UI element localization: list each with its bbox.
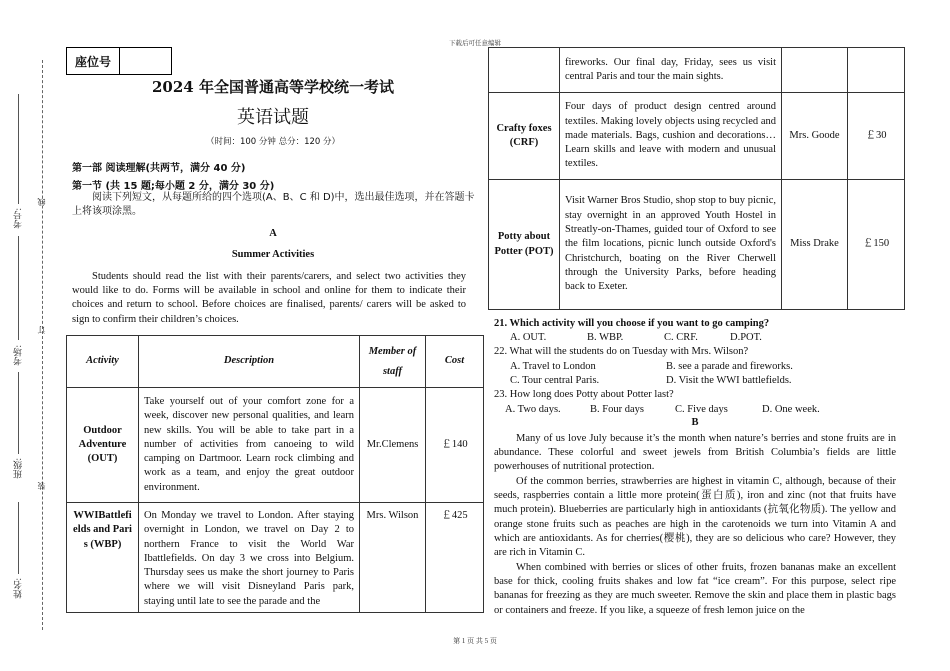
description-cell: Four days of product design centred around textiles. Making lovely objects using recycled and made materials. Bags, cushion and decorations… Learn skills and leave with modern and unusual textiles. xyxy=(560,93,782,180)
table-row xyxy=(67,388,484,503)
passage-b-letter: B xyxy=(691,417,699,428)
class-label: 班级: xyxy=(13,458,23,479)
time-note: （时间：100 分钟 总分：120 分） xyxy=(205,137,341,147)
q22-option-d: D. Visit the WWI battlefields. xyxy=(666,375,792,386)
header-activity: Activity xyxy=(67,336,139,388)
staff-cell: Mrs. Wilson xyxy=(360,503,426,613)
description-cell: Visit Warner Bros Studio, shop stop to buy picnic, stay overnight in an approved Youth Hostel in Streatly-on-Thames, guided tour of Oxford to see the film locations, picnic lunch outside Oxford's Christchurch, boating on the River Cherwell through the University Parks, before heading back to Exeter. xyxy=(560,180,782,310)
cost-cell: ￡30 xyxy=(848,93,905,180)
q23-option-d: D. One week. xyxy=(762,404,820,415)
table-header-row xyxy=(67,336,484,388)
binding-line xyxy=(42,60,43,630)
q21-option-a: A. OUT. xyxy=(510,332,547,343)
activity-cell: Outdoor Adventure (OUT) xyxy=(67,388,139,503)
description-cell: fireworks. Our final day, Friday, sees us visit central Paris and tour the main sights. xyxy=(560,48,782,93)
activity-cell: Potty about Potter (POT) xyxy=(489,180,560,310)
seat-number-box xyxy=(66,47,172,75)
q21-option-d: D.POT. xyxy=(730,332,762,343)
passage-a-letter: A xyxy=(269,228,277,239)
cost-cell xyxy=(848,48,905,93)
question-22: 22. What will the students do on Tuesday with Mrs. Wilson? xyxy=(494,346,749,357)
cost-cell: ￡150 xyxy=(848,180,905,310)
activity-cell: WWIBattlefields and Paris (WBP) xyxy=(67,503,139,613)
staff-cell: Mr.Clemens xyxy=(360,388,426,503)
exam-no-rule xyxy=(18,94,19,204)
exam-no-label: 考号: xyxy=(13,208,23,229)
activities-table xyxy=(66,335,484,613)
room-label: 考场: xyxy=(13,345,23,366)
staff-cell: Miss Drake xyxy=(782,180,848,310)
q22-option-b: B. see a parade and fireworks. xyxy=(666,361,793,372)
staff-cell xyxy=(782,48,848,93)
table-row xyxy=(489,93,905,180)
q21-option-b: B. WBP. xyxy=(587,332,624,343)
description-cell: On Monday we travel to London. After staying overnight in London, we travel on Day 2 to northern France to visit the World War Ibattlefields. On day 3 we cross into Belgium. Thursday sees us make the short journey to Paris where we will visit Disneyland Paris park, staying until late to see the parade and the xyxy=(139,503,360,613)
name-rule xyxy=(18,502,19,574)
activity-cell: Crafty foxes (CRF) xyxy=(489,93,560,180)
download-note: 下载后可任意编辑 xyxy=(449,40,501,47)
room-rule xyxy=(18,236,19,340)
name-label: 姓名: xyxy=(13,578,23,599)
description-cell: Take yourself out of your comfort zone for a week, discover new personal qualities, and learn new skills. You will be able to take part in a number of activities from canoeing to wild camping on Dartmoor. Learn rock climbing and work as a team, and enjoy the great outdoor environment. xyxy=(139,388,360,503)
table-row xyxy=(67,503,484,613)
header-cost: Cost xyxy=(426,336,484,388)
bind-char: 装 xyxy=(37,482,46,490)
cost-cell: ￡140 xyxy=(426,388,484,503)
activities-table-continued xyxy=(488,47,905,310)
staff-cell: Mrs. Goode xyxy=(782,93,848,180)
q21-option-c: C. CRF. xyxy=(664,332,698,343)
passage-b-paragraph-2: Of the common berries, strawberries are highest in vitamin C, although, because of their seeds, raspberries contain a little more protein(蛋白质), iron and zinc (not that fruits have much protein). Blueberries are particularly high in antioxidants (抗氧化物质). The yellow and orange stone fruits such as peaches are high in the carotenoids we turn into Vitamin A and which are antioxidants. As for cherries(樱桃), they are so delicious who care? However, they are rich in Vitamin C. xyxy=(494,476,896,559)
q22-option-c: C. Tour central Paris. xyxy=(510,375,600,386)
seat-number-label: 座位号 xyxy=(67,48,120,74)
cost-cell: ￡425 xyxy=(426,503,484,613)
section-heading: 第一节 (共 15 题;每小题 2 分，满分 30 分) xyxy=(72,181,275,192)
class-rule xyxy=(18,372,19,454)
passage-a-title: Summer Activities xyxy=(231,249,315,260)
passage-a-intro: Students should read the list with their parents/carers, and select two activities they would like to do. Forms will be available in school and online for them to indicate their choices and return to school. Before choices are finalised, parents/ carers will be asked to sign to confirm their children’s choices. xyxy=(72,271,466,325)
q23-option-c: C. Five days xyxy=(675,404,728,415)
header-description: Description xyxy=(139,336,360,388)
question-23: 23. How long does Potty about Potter last? xyxy=(494,389,674,400)
order-char: 订 xyxy=(37,326,46,334)
question-21: 21. Which activity will you choose if you want to go camping? xyxy=(494,318,770,329)
line-char: 线 xyxy=(37,198,46,206)
page-number: 第 1 页 共 5 页 xyxy=(453,637,497,645)
passage-b-paragraph-1: Many of us love July because it’s the month when nature’s berries and stone fruits are in abundance. These colorful and sweet jewels from British Columbia’s fields are little powerhouses of nutritional protection. xyxy=(494,433,896,473)
q22-option-a: A. Travel to London xyxy=(510,361,596,372)
exam-title: 2024 年全国普通高等学校统一考试 xyxy=(152,78,394,96)
header-staff: Member of staff xyxy=(360,336,426,388)
part-heading: 第一部 阅读理解(共两节，满分 40 分) xyxy=(72,163,246,174)
q23-option-a: A. Two days. xyxy=(505,404,561,415)
q23-option-b: B. Four days xyxy=(590,404,644,415)
table-row xyxy=(489,180,905,310)
activity-cell xyxy=(489,48,560,93)
instructions: 阅读下列短文，从每题所给的四个选项(A、B、C 和 D)中，选出最佳选项，并在答题卡上将该项涂黑。 xyxy=(72,192,475,217)
passage-b-paragraph-3: When combined with berries or slices of other fruits, frozen bananas make an excellent base for thick, cooling fruits shakes and low fat “ice cream”. For this purpose, select ripe bananas for freezing as they are much sweeter. Remove the skin and place them in plastic bags or containers and freeze. If you like, a squeeze of fresh lemon juice on the xyxy=(494,562,896,616)
exam-subject: 英语试题 xyxy=(237,107,309,128)
table-row xyxy=(489,48,905,93)
